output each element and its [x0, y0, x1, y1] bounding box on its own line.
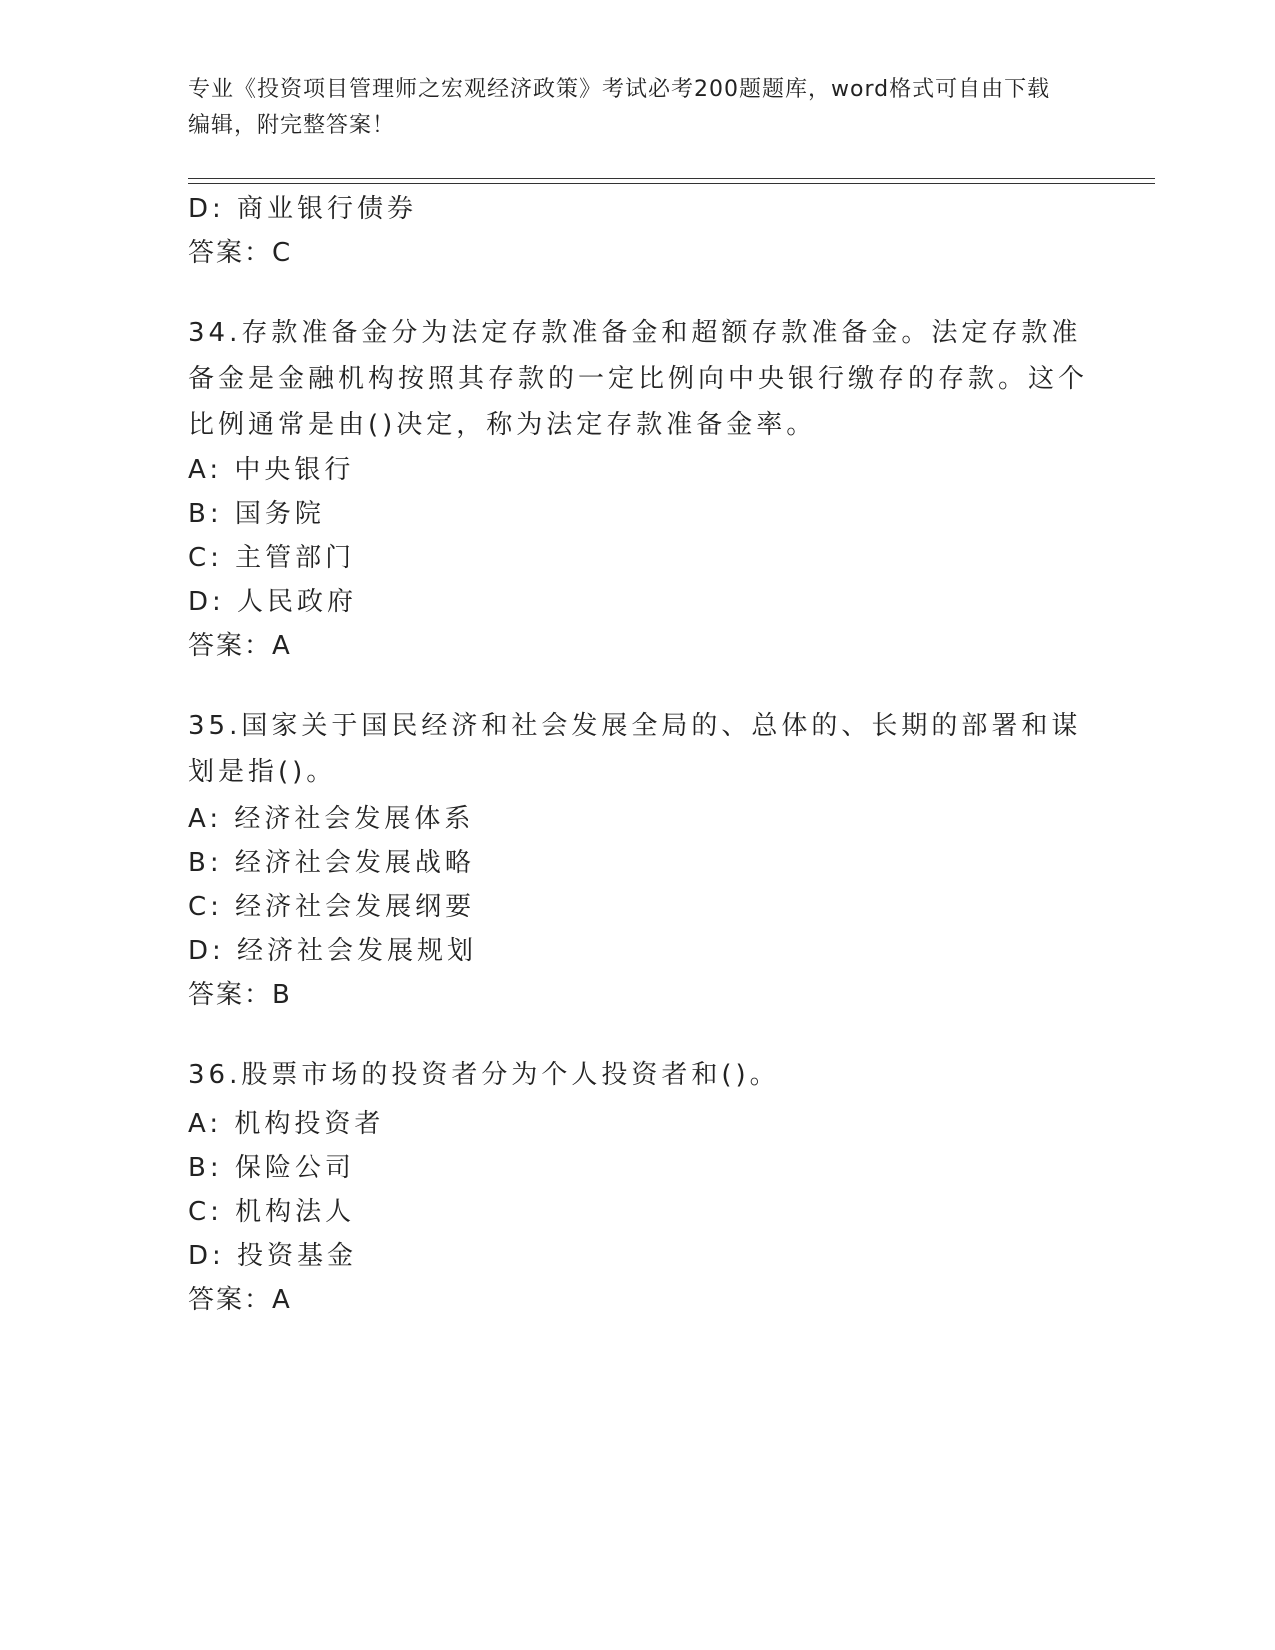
answer-label: 答案：B	[188, 980, 292, 1010]
option-c: C: 机构法人	[188, 1197, 356, 1227]
option-c: C: 主管部门	[188, 543, 356, 573]
option-d: D: 商业银行债券	[188, 194, 418, 224]
option-c: C: 经济社会发展纲要	[188, 892, 476, 922]
header-divider-bottom	[188, 183, 1155, 184]
header-divider-top	[188, 178, 1155, 179]
question-stem-35: 35.国家关于国民经济和社会发展全局的、总体的、长期的部署和谋划是指()。	[188, 711, 1082, 787]
answer-label: 答案：A	[188, 1285, 292, 1315]
answer-label: 答案：C	[188, 238, 293, 268]
option-a: A: 中央银行	[188, 455, 355, 485]
question-stem-34: 34.存款准备金分为法定存款准备金和超额存款准备金。法定存款准备金是金融机构按照其存款的一定比例向中央银行缴存的存款。这个比例通常是由()决定，称为法定存款准备金率。	[188, 318, 1089, 440]
option-b: B: 保险公司	[188, 1153, 355, 1183]
option-b: B: 经济社会发展战略	[188, 848, 475, 878]
answer-label: 答案：A	[188, 631, 292, 661]
document-header: 专业《投资项目管理师之宏观经济政策》考试必考200题题库，word格式可自由下载编辑，附完整答案！	[188, 77, 1051, 138]
option-a: A: 经济社会发展体系	[188, 804, 475, 834]
option-a: A: 机构投资者	[188, 1109, 385, 1139]
option-b: B: 国务院	[188, 499, 325, 529]
option-d: D: 人民政府	[188, 587, 358, 617]
question-stem-36: 36.股票市场的投资者分为个人投资者和()。	[188, 1060, 780, 1090]
option-d: D: 投资基金	[188, 1241, 358, 1271]
option-d: D: 经济社会发展规划	[188, 936, 478, 966]
